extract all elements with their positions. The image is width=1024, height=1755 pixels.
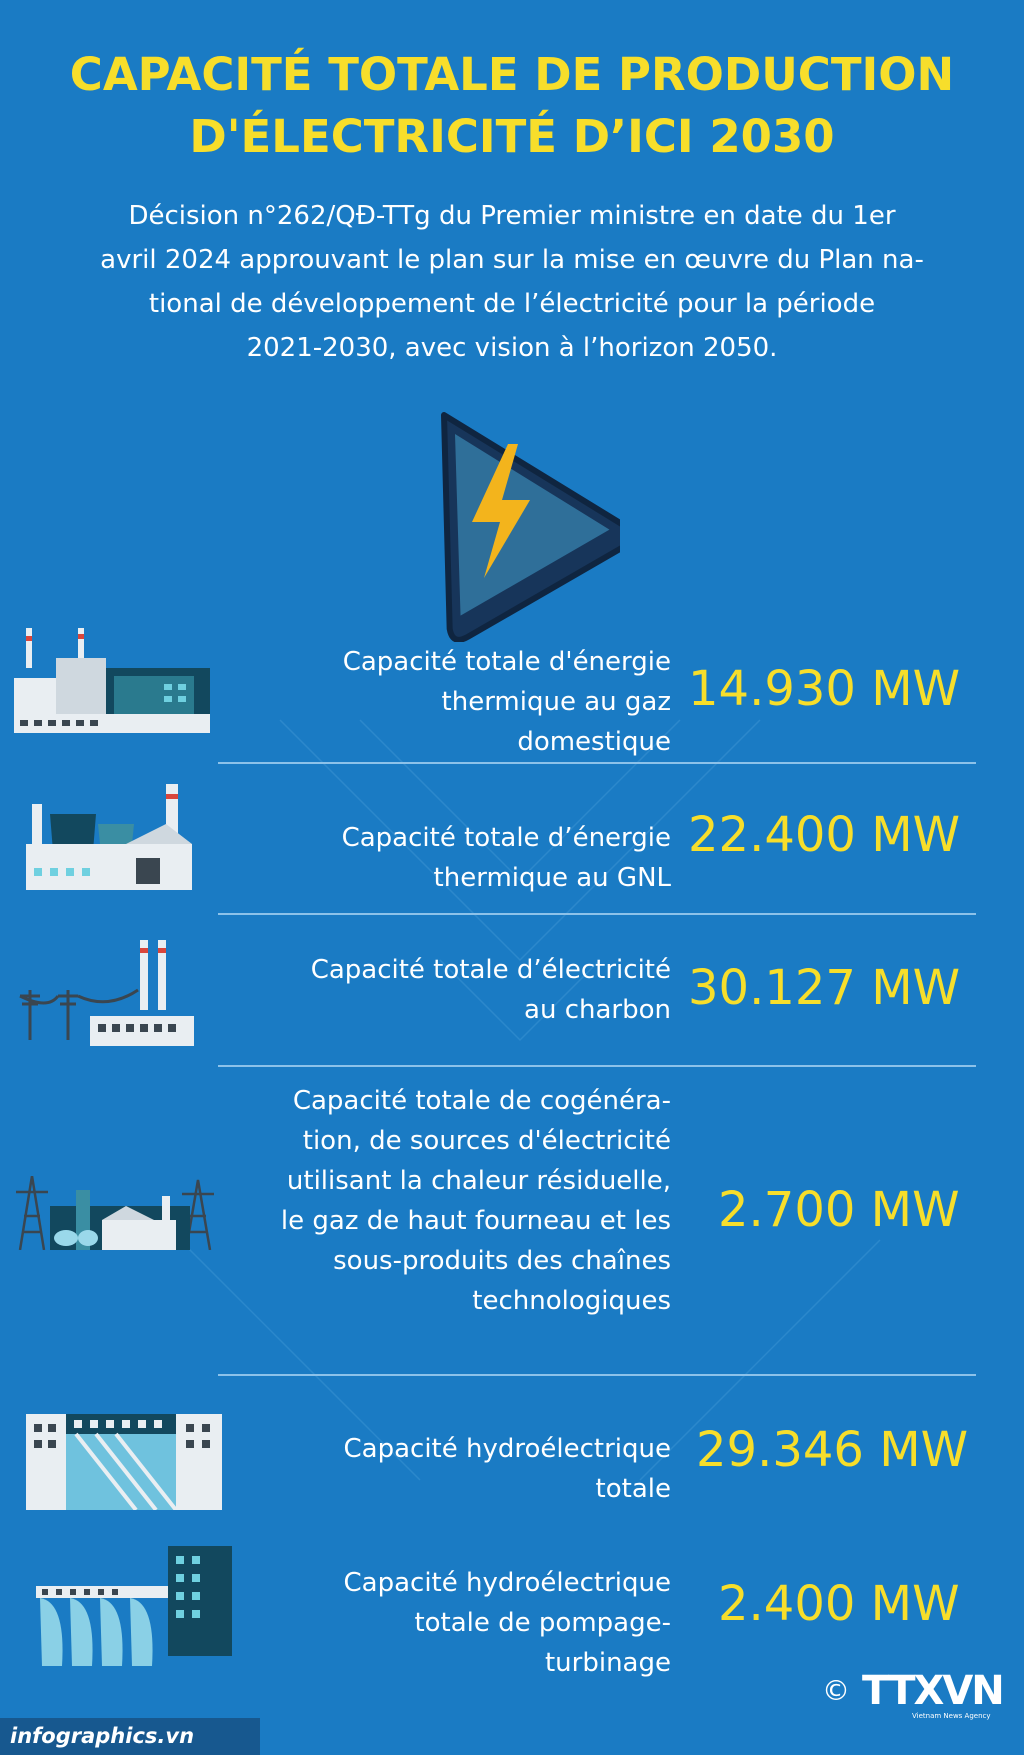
row-label-line: sous-produits des chaînes — [333, 1246, 671, 1276]
row-value-lng-thermal: 22.400 MW — [688, 807, 961, 863]
row-label-line: turbinage — [544, 1648, 671, 1678]
row-label-line: technologiques — [472, 1286, 671, 1316]
row-label-line: utilisant la chaleur résiduelle, — [286, 1166, 671, 1196]
page-subtitle — [40, 194, 984, 370]
row-divider — [218, 1065, 976, 1067]
footer-site-link[interactable]: infographics.vn — [10, 1724, 195, 1748]
ttxvn-logo: TTXVN — [862, 1668, 1003, 1714]
gas-power-plant-icon — [14, 628, 210, 733]
row-divider — [218, 913, 976, 915]
subtitle-line-2: avril 2024 approuvant le plan sur la mise en œuvre du Plan na- — [100, 245, 924, 275]
row-label-line: domestique — [517, 727, 671, 757]
row-label-gas-thermal — [343, 642, 671, 762]
copyright-symbol: © — [822, 1674, 850, 1707]
row-value-cogeneration: 2.700 MW — [718, 1182, 960, 1238]
lightning-warning-icon — [380, 382, 620, 642]
subtitle-line-1: Décision n°262/QĐ-TTg du Premier ministre en date du 1er — [128, 201, 896, 231]
row-label-line: totale de pompage- — [414, 1608, 671, 1638]
cogeneration-plant-icon — [14, 1176, 216, 1250]
row-label-line: totale — [595, 1474, 671, 1504]
subtitle-line-4: 2021-2030, avec vision à l’horizon 2050. — [246, 333, 778, 363]
row-value-pumped-storage: 2.400 MW — [718, 1576, 960, 1632]
row-label-line: Capacité totale d’électricité — [310, 955, 671, 985]
row-label-line: le gaz de haut fourneau et les — [280, 1206, 671, 1236]
title-line-1: CAPACITÉ TOTALE DE PRODUCTION — [69, 48, 955, 101]
page-title — [0, 44, 1024, 168]
coal-power-plant-icon — [18, 940, 194, 1046]
row-label-line: Capacité totale d’énergie — [341, 823, 671, 853]
row-label-line: Capacité hydroélectrique — [343, 1434, 671, 1464]
title-line-2: D'ÉLECTRICITÉ D’ICI 2030 — [189, 110, 835, 163]
row-label-line: au charbon — [524, 995, 671, 1025]
pumped-storage-dam-icon — [36, 1546, 232, 1666]
row-label-line: Capacité totale de cogénéra- — [292, 1086, 671, 1116]
row-value-gas-thermal: 14.930 MW — [688, 661, 961, 717]
hydro-dam-icon — [26, 1410, 222, 1510]
row-label-cogeneration — [281, 1081, 671, 1321]
row-value-coal: 30.127 MW — [688, 960, 961, 1016]
row-label-line: thermique au GNL — [433, 863, 671, 893]
row-divider — [218, 1374, 976, 1376]
row-label-coal — [311, 950, 671, 1030]
row-divider — [218, 762, 976, 764]
ttxvn-logo-subtitle: Vietnam News Agency — [912, 1712, 991, 1720]
row-label-line: thermique au gaz — [441, 687, 671, 717]
row-label-line: tion, de sources d'électricité — [302, 1126, 671, 1156]
row-label-line: Capacité totale d'énergie — [342, 647, 671, 677]
row-value-hydro: 29.346 MW — [696, 1422, 969, 1478]
row-label-hydro — [344, 1429, 672, 1509]
lng-power-plant-icon — [26, 784, 192, 890]
row-label-line: Capacité hydroélectrique — [343, 1568, 671, 1598]
row-label-pumped-storage — [344, 1563, 672, 1683]
row-label-lng-thermal — [342, 818, 671, 898]
subtitle-line-3: tional de développement de l’électricité pour la période — [148, 289, 876, 319]
